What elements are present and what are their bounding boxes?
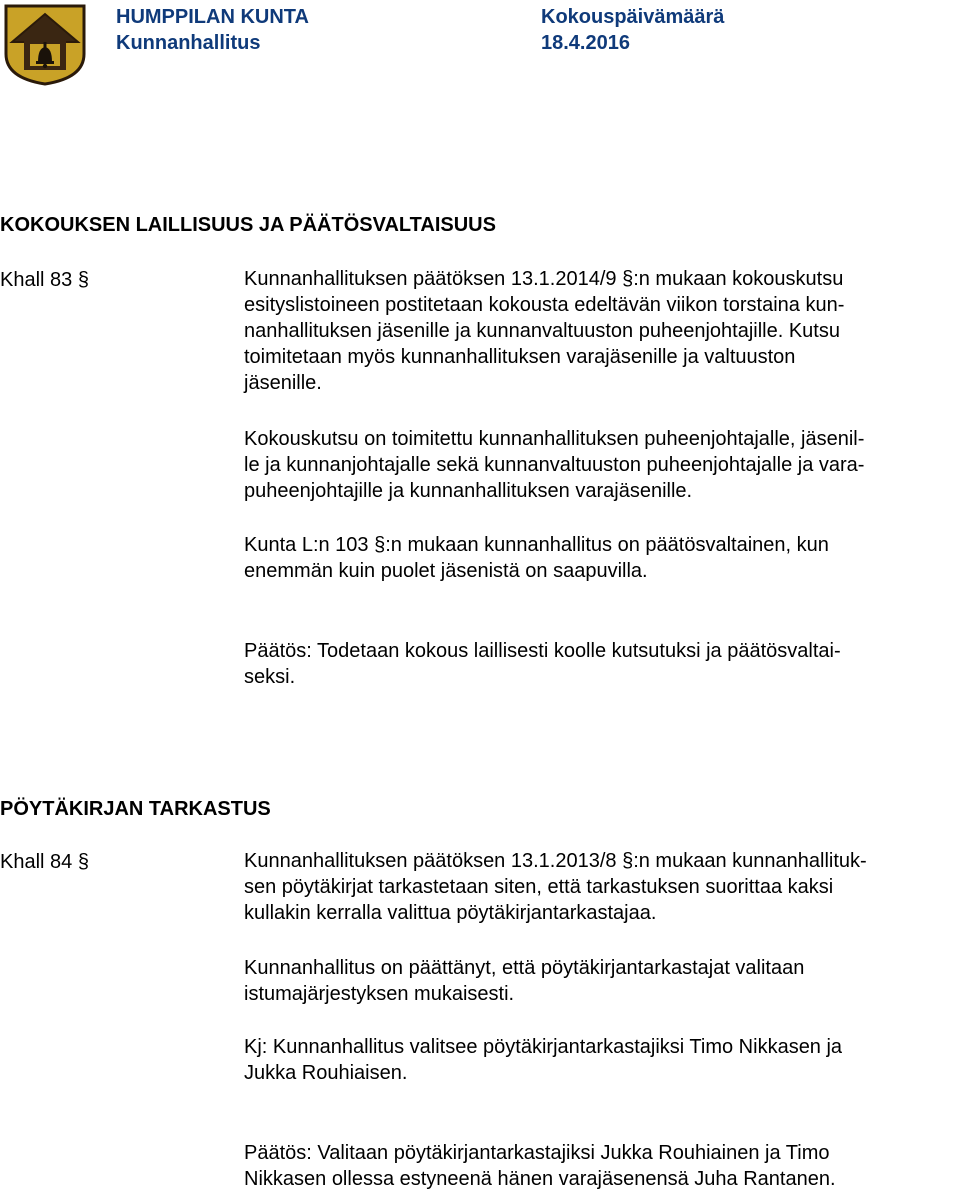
meeting-date-label: Kokouspäivämäärä [541, 6, 725, 28]
text-line: jäsenille. [244, 372, 322, 394]
municipality-name: HUMPPILAN KUNTA [116, 6, 309, 28]
text-line: Kunnanhallituksen päätöksen 13.1.2014/9 §:n mukaan kokouskutsu [244, 268, 844, 290]
paragraph [244, 955, 944, 1007]
text-line: enemmän kuin puolet jäsenistä on saapuvilla. [244, 560, 648, 582]
municipal-crest-icon [2, 2, 88, 86]
text-line: Kokouskutsu on toimitettu kunnanhallituksen puheenjohtajalle, jäsenil- [244, 428, 865, 450]
text-line: sen pöytäkirjat tarkastetaan siten, että tarkastuksen suorittaa kaksi [244, 876, 834, 898]
text-line: Jukka Rouhiaisen. [244, 1062, 408, 1084]
text-line: le ja kunnanjohtajalle sekä kunnanvaltuuston puheenjohtajalle ja vara- [244, 454, 865, 476]
text-line: seksi. [244, 666, 296, 688]
text-line: Kj: Kunnanhallitus valitsee pöytäkirjantarkastajiksi Timo Nikkasen ja [244, 1036, 843, 1058]
paragraph [244, 266, 944, 396]
text-line: Kunta L:n 103 §:n mukaan kunnanhallitus on päätösvaltainen, kun [244, 534, 829, 556]
text-line: Nikkasen ollessa estyneenä hänen varajäsenensä Juha Rantanen. [244, 1168, 836, 1190]
text-line: Päätös: Todetaan kokous laillisesti koolle kutsutuksi ja päätösvaltai- [244, 640, 841, 662]
text-line: Kunnanhallitus on päättänyt, että pöytäkirjantarkastajat valitaan [244, 957, 805, 979]
section-title: KOKOUKSEN LAILLISUUS JA PÄÄTÖSVALTAISUUS [0, 214, 496, 236]
text-line: Kunnanhallituksen päätöksen 13.1.2013/8 §:n mukaan kunnanhallituk- [244, 850, 867, 872]
khall-number: Khall 84 § [0, 851, 89, 873]
text-line: nanhallituksen jäsenille ja kunnanvaltuuston puheenjohtajille. Kutsu [244, 320, 840, 342]
paragraph [244, 848, 944, 926]
text-line: puheenjohtajille ja kunnanhallituksen varajäsenille. [244, 480, 693, 502]
organ-name: Kunnanhallitus [116, 32, 261, 54]
khall-number: Khall 83 § [0, 269, 89, 291]
decision-paragraph [244, 1140, 944, 1192]
paragraph [244, 532, 944, 584]
text-line: Päätös: Valitaan pöytäkirjantarkastajiksi Jukka Rouhiainen ja Timo [244, 1142, 830, 1164]
meeting-date-value: 18.4.2016 [541, 32, 630, 54]
text-line: kullakin kerralla valittua pöytäkirjantarkastajaa. [244, 902, 657, 924]
text-line: toimitetaan myös kunnanhallituksen varajäsenille ja valtuuston [244, 346, 796, 368]
text-line: esityslistoineen postitetaan kokousta edeltävän viikon torstaina kun- [244, 294, 845, 316]
paragraph [244, 1034, 944, 1086]
section-title: PÖYTÄKIRJAN TARKASTUS [0, 798, 271, 820]
text-line: istumajärjestyksen mukaisesti. [244, 983, 515, 1005]
paragraph [244, 426, 944, 504]
decision-paragraph [244, 638, 944, 690]
